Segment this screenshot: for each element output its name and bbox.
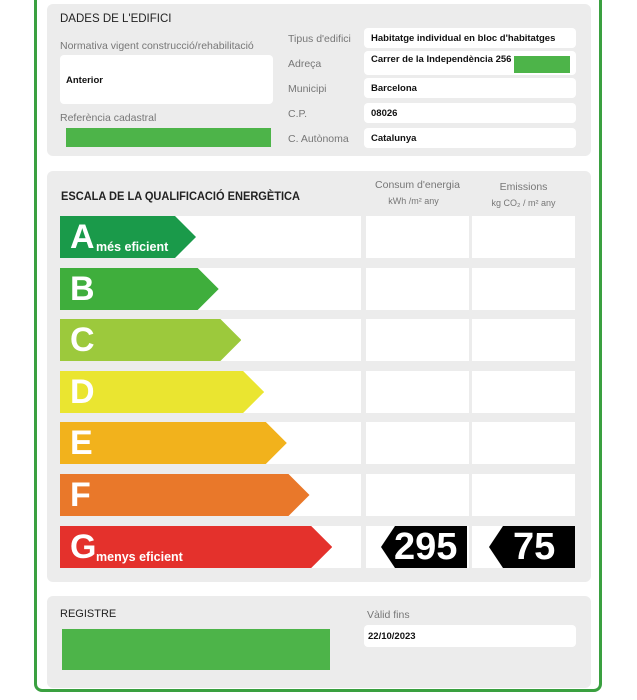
building-type-value: Habitatge individual en bloc d'habitatges [371, 33, 556, 44]
rating-arrow-c [60, 319, 241, 361]
address-label: Adreça [288, 58, 322, 70]
emissions-value: 75 [513, 526, 556, 568]
energy-scale-title: ESCALA DE LA QUALIFICACIÓ ENERGÈTICA [61, 189, 300, 203]
municipality-value: Barcelona [371, 83, 417, 94]
cadastral-label: Referència cadastral [60, 112, 157, 124]
rating-arrow-g [60, 526, 332, 568]
emissions-cell-f [472, 474, 575, 516]
rating-subtitle: més eficient [96, 240, 169, 254]
postal-code-value: 08026 [371, 108, 398, 119]
emissions-column-title: Emissions [499, 181, 548, 193]
postal-code-field [364, 103, 576, 123]
regulation-value: Anterior [66, 75, 103, 86]
register-panel [47, 596, 591, 688]
municipality-field [364, 78, 576, 98]
rating-arrow-e [60, 422, 287, 464]
rating-arrow-a [60, 216, 196, 258]
regulation-field [60, 55, 273, 104]
emissions-cell-c [472, 319, 575, 361]
energy-column-title: Consum d'energia [375, 179, 460, 191]
municipality-label: Municipi [288, 83, 327, 95]
rating-letter: E [70, 424, 93, 462]
rating-arrow-d [60, 371, 264, 413]
emissions-cell-d [472, 371, 575, 413]
energy-value-badge [381, 526, 467, 568]
emissions-cell-e [472, 422, 575, 464]
address-redacted-block [514, 56, 570, 73]
emissions-column-unit: kg CO₂ / m² any [491, 198, 556, 208]
region-field [364, 128, 576, 148]
energy-cell-e [366, 422, 469, 464]
energy-cell-f [366, 474, 469, 516]
energy-cell-c [366, 319, 469, 361]
energy-value: 295 [394, 526, 458, 568]
energy-cell-a [366, 216, 469, 258]
building-section-title: DADES DE L'EDIFICI [60, 13, 172, 25]
address-field [364, 51, 576, 75]
building-data-panel [47, 4, 591, 156]
cadastral-redacted-block [66, 128, 271, 147]
rating-letter: A [70, 218, 95, 256]
rating-arrow-f [60, 474, 310, 516]
rating-letter: B [70, 270, 95, 308]
rating-letter: F [70, 476, 91, 514]
rating-letter: G [70, 528, 97, 566]
address-value: Carrer de la Independència 256 [371, 54, 512, 65]
rating-subtitle: menys eficient [96, 550, 183, 564]
postal-code-label: C.P. [288, 108, 308, 120]
building-type-label: Tipus d'edifici [288, 33, 351, 45]
valid-until-value: 22/10/2023 [368, 631, 416, 642]
energy-column-unit: kWh /m² any [388, 196, 439, 206]
building-type-field [364, 28, 576, 48]
rating-letter: C [70, 321, 95, 359]
register-redacted-block [62, 629, 330, 670]
energy-cell-d [366, 371, 469, 413]
energy-cell-b [366, 268, 469, 310]
rating-letter: D [70, 373, 95, 411]
valid-until-field [364, 625, 576, 647]
region-label: C. Autònoma [288, 133, 349, 145]
rating-arrow-b [60, 268, 219, 310]
valid-until-label: Vàlid fins [367, 609, 410, 621]
emissions-cell-a [472, 216, 575, 258]
regulation-label: Normativa vigent construcció/rehabilitació [60, 40, 254, 52]
emissions-cell-b [472, 268, 575, 310]
region-value: Catalunya [371, 133, 417, 144]
register-title: REGISTRE [60, 608, 117, 620]
emissions-value-badge [489, 526, 575, 568]
